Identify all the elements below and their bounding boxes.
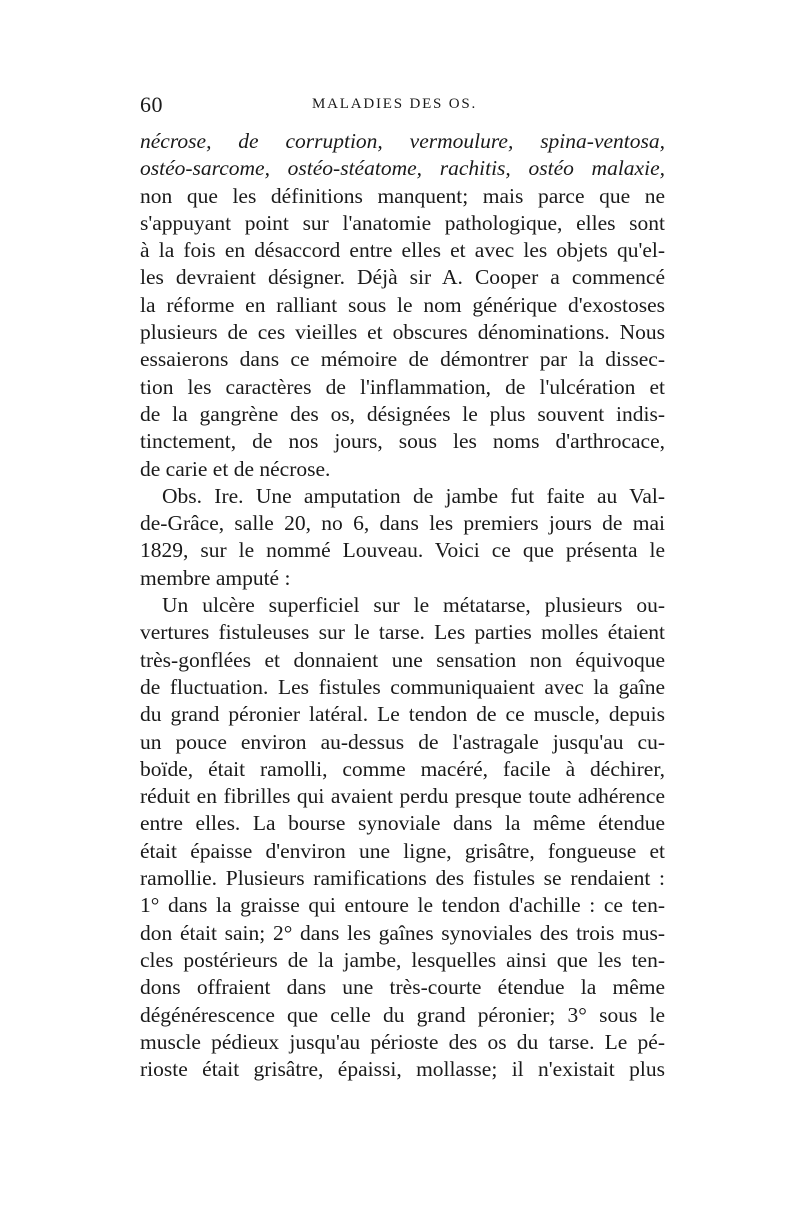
text-line: tinctement, de nos jours, sous les noms d'arthrocace, [140,429,665,454]
text-line: dons offraient dans une très-courte étendue la même [140,975,665,1000]
text-line: de carie et de nécrose. [140,456,331,481]
text-line: ramollie. Plusieurs ramifications des fistules se rendaient : [140,866,665,891]
text-line: nécrose, de corruption, vermoulure, spina-ventosa, [140,129,665,153]
text-line: de fluctuation. Les fistules communiquaient avec la gaîne [140,674,665,699]
text-line: muscle pédieux jusqu'au périoste des os du tarse. Le pé- [140,1029,665,1054]
text-line: entre elles. La bourse synoviale dans la même étendue [140,811,665,836]
text-line: très-gonflées et donnaient une sensation non équivoque [140,647,665,672]
text-line: essaierons dans ce mémoire de démontrer par la dissec- [140,347,665,372]
text-line: plusieurs de ces vieilles et obscures dénominations. Nous [140,320,665,345]
page-header [140,92,680,122]
text-line: était épaisse d'environ une ligne, grisâtre, fongueuse et [140,838,665,863]
text-line: ostéo-sarcome, ostéo-stéatome, rachitis, ostéo malaxie, [140,156,665,181]
text-line: Un ulcère superficiel sur le métatarse, plusieurs ou- [162,593,665,618]
text-line: de la gangrène des os, désignées le plus souvent indis- [140,401,665,426]
text-line: réduit en fibrilles qui avaient perdu presque toute adhérence [140,784,665,809]
text-line: cles postérieurs de la jambe, lesquelles ainsi que les ten- [140,947,665,972]
page-number: 60 [140,92,163,117]
text-line: membre amputé : [140,565,291,590]
text-line: les devraient désigner. Déjà sir A. Cooper a commencé [140,265,665,290]
text-line: un pouce environ au-dessus de l'astragale jusqu'au cu- [140,729,665,754]
text-line: de-Grâce, salle 20, no 6, dans les premiers jours de mai [140,511,665,536]
text-line: à la fois en désaccord entre elles et avec les objets qu'el- [140,238,665,263]
text-line: non que les définitions manquent; mais parce que ne [140,183,665,208]
text-line: 1829, sur le nommé Louveau. Voici ce que présenta le [140,538,665,563]
text-line: rioste était grisâtre, épaissi, mollasse; il n'existait plus [140,1057,665,1082]
running-head: MALADIES DES OS. [312,96,478,112]
text-line: vertures fistuleuses sur le tarse. Les parties molles étaient [140,620,665,645]
text-line: du grand péronier latéral. Le tendon de ce muscle, depuis [140,702,665,727]
text-line: dégénérescence que celle du grand péronier; 3° sous le [140,1002,665,1027]
text-line: s'appuyant point sur l'anatomie pathologique, elles sont [140,210,665,235]
text-line: boïde, était ramolli, comme macéré, facile à déchirer, [140,756,665,781]
text-line: don était sain; 2° dans les gaînes synoviales des trois mus- [140,920,665,945]
text-line: Obs. Ire. Une amputation de jambe fut faite au Val- [162,483,665,508]
text-line: la réforme en ralliant sous le nom générique d'exostoses [140,292,665,317]
body-text [140,128,665,1083]
text-line: tion les caractères de l'inflammation, de l'ulcération et [140,374,665,399]
text-line: 1° dans la graisse qui entoure le tendon d'achille : ce ten- [140,893,665,918]
